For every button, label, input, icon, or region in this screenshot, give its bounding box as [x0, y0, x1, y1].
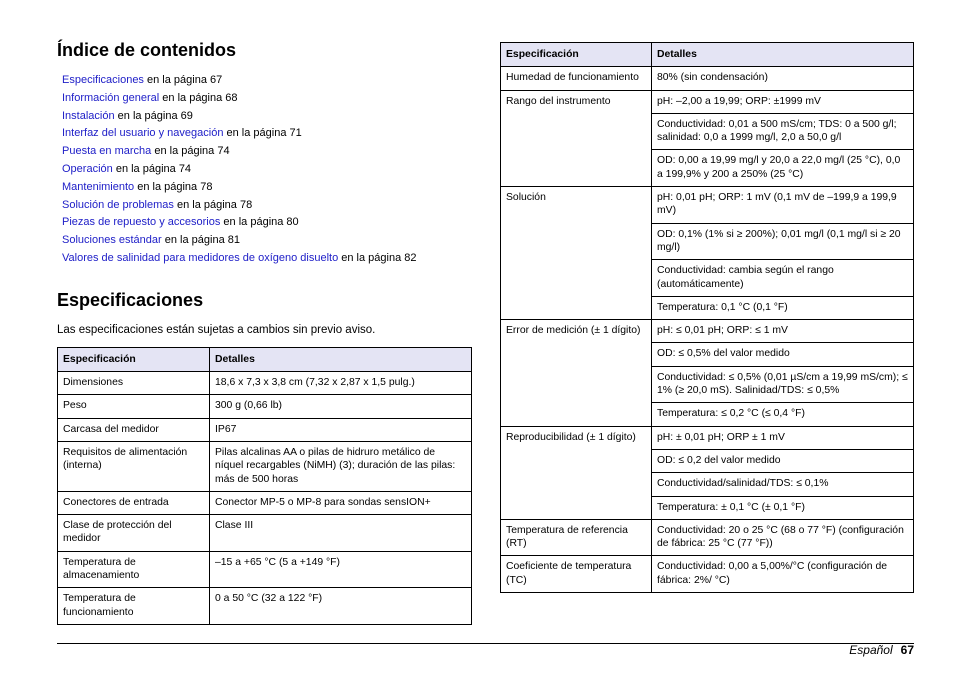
- toc-item: [62, 90, 472, 108]
- toc-item: [62, 232, 472, 250]
- specs-table-left: [57, 347, 472, 625]
- right-column: [500, 42, 914, 593]
- spec-cell: Temperatura de referencia (RT): [501, 519, 652, 556]
- details-cell: 300 g (0,66 lb): [210, 395, 472, 418]
- details-cell: Conductividad: cambia según el rango (automáticamente): [652, 260, 914, 297]
- toc-item: [62, 143, 472, 161]
- details-cell: Temperatura: 0,1 °C (0,1 °F): [652, 296, 914, 319]
- specs-table-right: [500, 42, 914, 593]
- details-cell: Conductividad/salinidad/TDS: ≤ 0,1%: [652, 473, 914, 496]
- toc-page-ref: en la página 78: [173, 198, 253, 211]
- toc-page-ref: en la página 68: [159, 91, 238, 104]
- details-cell: –15 a +65 °C (5 a +149 °F): [210, 551, 472, 588]
- table-row: [58, 418, 472, 441]
- spec-cell: Clase de protección del medidor: [58, 515, 210, 552]
- toc-page-ref: en la página 67: [143, 74, 223, 86]
- toc-page-ref: en la página 74: [151, 145, 230, 158]
- details-cell: Conector MP-5 o MP-8 para sondas sensION+: [210, 491, 472, 514]
- footer-divider: [57, 643, 914, 644]
- table-header-row: [501, 43, 914, 67]
- toc-page-ref: en la página 81: [161, 234, 240, 247]
- spec-cell: Temperatura de funcionamiento: [58, 588, 210, 625]
- table-row: [58, 551, 472, 588]
- details-cell: Conductividad: 0,00 a 5,00%/°C (configuración de fábrica: 2%/ °C): [652, 556, 914, 593]
- details-cell: OD: 0,00 a 19,99 mg/l y 20,0 a 22,0 mg/l (25 °C), 0,0 a 199,9% y 200 a 250% (25 °C): [652, 150, 914, 187]
- details-cell: Temperatura: ≤ 0,2 °C (≤ 0,4 °F): [652, 403, 914, 426]
- toc-link[interactable]: Especificaciones: [62, 74, 144, 86]
- table-row: [58, 372, 472, 395]
- specs-title: Especificaciones: [57, 289, 204, 310]
- footer: [849, 643, 914, 657]
- header-spec: Especificación: [58, 347, 210, 371]
- details-cell: pH: ≤ 0,01 pH; ORP: ≤ 1 mV: [652, 320, 914, 343]
- toc-list: [62, 72, 472, 268]
- table-row: [58, 441, 472, 491]
- toc-page-ref: en la página 80: [220, 216, 299, 229]
- table-row: [501, 67, 914, 90]
- details-cell: Pilas alcalinas AA o pilas de hidruro metálico de níquel recargables (NiMH) (3); duración de las pilas: más de 500 horas: [210, 441, 472, 491]
- table-row: [501, 426, 914, 449]
- toc-item: [62, 214, 472, 232]
- toc-item: [62, 250, 472, 268]
- spec-cell: Temperatura de almacenamiento: [58, 551, 210, 588]
- header-details: Detalles: [210, 347, 472, 371]
- toc-link[interactable]: Interfaz del usuario y navegación: [62, 127, 224, 140]
- toc-link[interactable]: Puesta en marcha: [62, 145, 152, 158]
- toc-item: [62, 179, 472, 197]
- toc-page-ref: en la página 69: [114, 109, 193, 122]
- details-cell: pH: 0,01 pH; ORP: 1 mV (0,1 mV de –199,9 a 199,9 mV): [652, 187, 914, 224]
- table-row: [501, 90, 914, 113]
- table-row: [501, 320, 914, 343]
- page-number: 67: [900, 643, 914, 657]
- toc-link[interactable]: Soluciones estándar: [62, 234, 162, 247]
- details-cell: OD: ≤ 0,5% del valor medido: [652, 343, 914, 366]
- header-details: Detalles: [652, 43, 914, 67]
- table-row: [501, 187, 914, 224]
- spec-cell: Rango del instrumento: [501, 90, 652, 186]
- toc-link[interactable]: Solución de problemas: [62, 198, 174, 211]
- toc-link[interactable]: Información general: [62, 91, 160, 104]
- spec-cell: Reproducibilidad (± 1 dígito): [501, 426, 652, 519]
- toc-item: [62, 72, 472, 90]
- left-column: [57, 38, 472, 625]
- table-row: [58, 588, 472, 625]
- toc-link[interactable]: Operación: [62, 162, 113, 175]
- details-cell: 80% (sin condensación): [652, 67, 914, 90]
- table-row: [501, 556, 914, 593]
- table-row: [58, 515, 472, 552]
- details-cell: Conductividad: 20 o 25 °C (68 o 77 °F) (configuración de fábrica: 25 °C (77 °F)): [652, 519, 914, 556]
- spec-cell: Peso: [58, 395, 210, 418]
- details-cell: IP67: [210, 418, 472, 441]
- details-cell: Temperatura: ± 0,1 °C (± 0,1 °F): [652, 496, 914, 519]
- details-cell: OD: 0,1% (1% si ≥ 200%); 0,01 mg/l (0,1 mg/l si ≥ 20 mg/l): [652, 223, 914, 260]
- spec-cell: Carcasa del medidor: [58, 418, 210, 441]
- toc-link[interactable]: Valores de salinidad para medidores de oxígeno disuelto: [62, 251, 339, 264]
- toc-link[interactable]: Piezas de repuesto y accesorios: [62, 216, 221, 229]
- details-cell: Conductividad: 0,01 a 500 mS/cm; TDS: 0 a 500 g/l; salinidad: 0,0 a 1999 mg/l, 2,0 a 50,0 g/l: [652, 113, 914, 150]
- table-row: [58, 491, 472, 514]
- toc-page-ref: en la página 74: [112, 162, 192, 175]
- spec-cell: Conectores de entrada: [58, 491, 210, 514]
- table-row: [58, 395, 472, 418]
- table-header-row: [58, 347, 472, 371]
- details-cell: Clase III: [210, 515, 472, 552]
- toc-item: [62, 197, 472, 215]
- toc-item: [62, 161, 472, 179]
- toc-link[interactable]: Mantenimiento: [62, 180, 135, 193]
- spec-cell: Solución: [501, 187, 652, 320]
- spec-cell: Error de medición (± 1 dígito): [501, 320, 652, 426]
- details-cell: pH: ± 0,01 pH; ORP ± 1 mV: [652, 426, 914, 449]
- details-cell: OD: ≤ 0,2 del valor medido: [652, 449, 914, 472]
- toc-page-ref: en la página 78: [134, 180, 213, 193]
- details-cell: 18,6 x 7,3 x 3,8 cm (7,32 x 2,87 x 1,5 pulg.): [210, 372, 472, 395]
- details-cell: Conductividad: ≤ 0,5% (0,01 µS/cm a 19,99 mS/cm); ≤ 1% (≥ 20,0 mS). Salinidad/TDS: ≤ 0,5%: [652, 366, 914, 403]
- toc-title: Índice de contenidos: [57, 40, 237, 60]
- toc-item: [62, 125, 472, 143]
- spec-cell: Requisitos de alimentación (interna): [58, 441, 210, 491]
- toc-link[interactable]: Instalación: [62, 109, 115, 122]
- toc-page-ref: en la página 82: [338, 251, 417, 264]
- spec-cell: Dimensiones: [58, 372, 210, 395]
- header-spec: Especificación: [501, 43, 652, 67]
- toc-page-ref: en la página 71: [223, 127, 302, 140]
- spec-cell: Humedad de funcionamiento: [501, 67, 652, 90]
- toc-item: [62, 108, 472, 126]
- footer-language: Español: [849, 643, 893, 657]
- details-cell: pH: –2,00 a 19,99; ORP: ±1999 mV: [652, 90, 914, 113]
- specs-intro: Las especificaciones están sujetas a cambios sin previo aviso.: [57, 323, 376, 336]
- table-row: [501, 519, 914, 556]
- spec-cell: Coeficiente de temperatura (TC): [501, 556, 652, 593]
- details-cell: 0 a 50 °C (32 a 122 °F): [210, 588, 472, 625]
